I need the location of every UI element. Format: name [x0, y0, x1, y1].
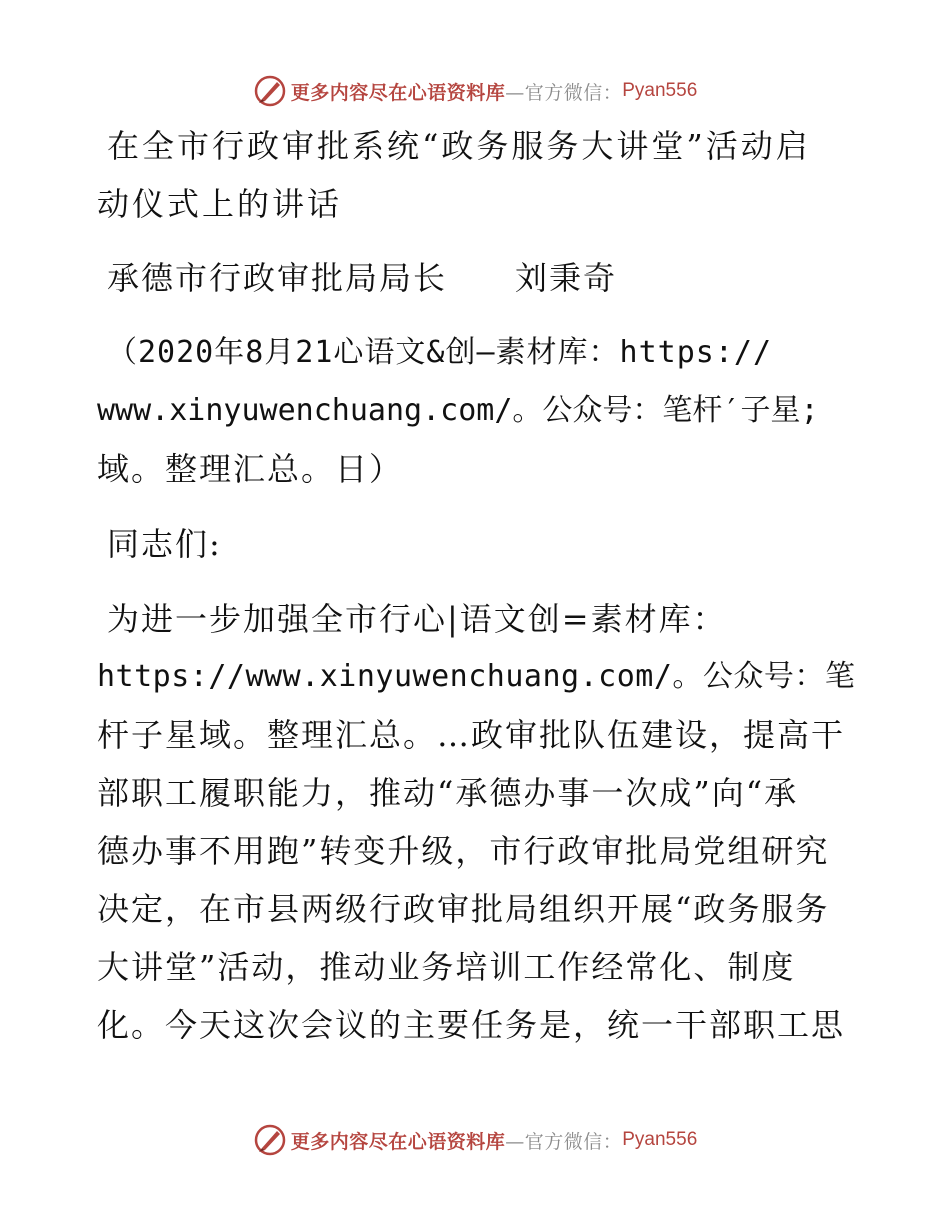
quill-logo-icon	[253, 1123, 287, 1157]
banner-title: 更多内容尽在心语资料库	[290, 1130, 506, 1153]
page-title-line-1: 在全市行政审批系统“政务服务大讲堂”活动启	[107, 127, 811, 165]
body-line: 化。今天这次会议的主要任务是，统一干部职工思	[97, 1006, 846, 1044]
source-line-1: （2020年8月21心语文&创—素材库：https://	[107, 335, 773, 370]
header-banner	[0, 71, 950, 111]
body-line: https://www.xinyuwenchuang.com/。公众号：笔	[97, 659, 856, 694]
banner-label: —官方微信：	[505, 81, 623, 104]
source-line-2: www.xinyuwenchuang.com/。公众号：笔杆′子星;	[97, 393, 819, 428]
source-line-3: 域。整理汇总。日）	[97, 450, 404, 488]
body-line: 部职工履职能力，推动“承德办事一次成”向“承	[97, 774, 799, 812]
banner-wechat-id: Pyan556	[622, 1129, 698, 1150]
salutation: 同志们:	[107, 525, 222, 563]
banner-title: 更多内容尽在心语资料库	[290, 81, 506, 104]
banner-wechat-id: Pyan556	[622, 80, 698, 101]
page-title-line-2: 动仪式上的讲话	[97, 185, 343, 223]
body-line: 德办事不用跑”转变升级，市行政审批局党组研究	[97, 832, 830, 870]
author-line: 承德市行政审批局局长 刘秉奇	[107, 259, 618, 297]
body-line: 为进一步加强全市行心|语文创=素材库：	[107, 600, 727, 638]
footer-banner	[0, 1120, 950, 1160]
banner-label: —官方微信：	[505, 1130, 623, 1153]
body-line: 决定，在市县两级行政审批局组织开展“政务服务	[97, 890, 830, 928]
quill-logo-icon	[253, 74, 287, 108]
body-line: 杆子星域。整理汇总。…政审批队伍建设，提高干	[97, 716, 846, 754]
body-line: 大讲堂”活动，推动业务培训工作经常化、制度	[97, 948, 796, 986]
